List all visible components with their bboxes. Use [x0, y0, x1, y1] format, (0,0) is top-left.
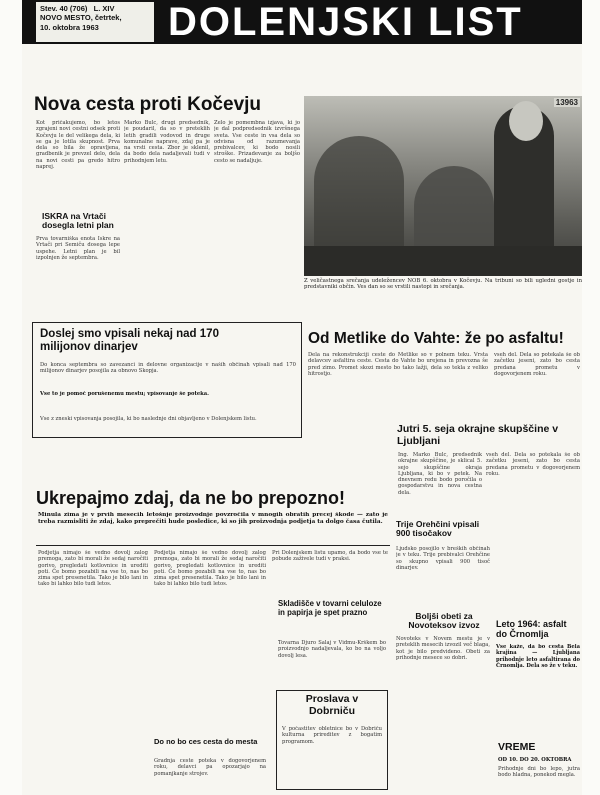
masthead: [22, 0, 582, 44]
main-headline: Nova cesta proti Kočevju: [34, 94, 262, 115]
warehouse-headline: Skladišče v tovarni celuloze in papirja je spet prazno: [278, 599, 382, 617]
photo-number: 13963: [555, 98, 578, 107]
divider: [36, 545, 390, 546]
news-photo: [304, 96, 582, 276]
photo-caption: Z veličastnega srečanja udeležencev NOB 6. oktobra v Kočevju. Na tribuni so bili ugledni gostje in predstavniki občin. Ves dan so se vrstili nastopi in srečanja.: [304, 278, 582, 291]
winter-body-col1: Podjetja nimajo še vedno dovolj zalog premoga, zato bi morali že sedaj naročiti gorivo, pregledati kotlovnice in urediti poti. Če bomo pozabili na vse to, nas bo zima spet presenetila. Tako je bilo lani in tako bi lahko bilo tudi letos.: [38, 550, 148, 588]
metlike-body-col3: vseh del. Dela so potekala še ob začetku jeseni, zato bo cesta predana prometu v dogovorjenem roku.: [494, 352, 580, 377]
city-day: NOVO MESTO, četrtek,: [40, 13, 122, 23]
issue-info: [36, 2, 154, 42]
weather-headline: VREME: [498, 741, 536, 753]
weather-body: Prihodnje dni bo lepo, jutra bodo hladna, ponekod megla.: [498, 766, 580, 779]
metlike-headline: Od Metlike do Vahte: že po asfaltu!: [308, 330, 564, 347]
winter-body-col3: Pri Dolenjskem listu upamo, da bodo vse te pobude zaživele tudi v praksi.: [272, 550, 388, 563]
main-article-body: Kot pričakujemo, bo letos zgrajeni novi cestni odsek proti Kočevju le del velikega dela, ki se ga je lotila skupnost. Prva dela so bila že opravljena, gradbenik je prevzel delo, dela na novi cesti pa gredo hitro naprej.: [36, 120, 120, 171]
session-body: Ing. Marko Bulc, predsednik okrajne skupščine, je sklical 5. sejo skupščine okraja Ljubljana, ki bo v petek. Na dnevnem redu bodo poročila o gospodarstvu in nova cestna dela.: [398, 452, 482, 496]
session-headline: Jutri 5. seja okrajne skupščine v Ljubljani: [397, 423, 559, 447]
session-body-col2: vseh del. Dela so potekala še ob začetku jeseni, zato bo cesta predana prometu v dogovorjenem roku.: [486, 452, 580, 477]
issue-number: Stev. 40 (706): [40, 4, 88, 13]
novoteks-headline: Boljši obeti za Novoteksov izvoz: [408, 611, 480, 631]
winter-lead: Minula zima je v prvih mesecih letošnje proizvodnje povzročila v mnogih obratih precej škode — zato je treba razmisliti že zdaj, kako preprečiti hude posledice, ki so jih proizvodnja podjetja ta dolgo časa čutila.: [38, 512, 388, 525]
loan-headline: Doslej smo vpisali nekaj nad 170 milijonov dinarjev: [40, 328, 219, 353]
novoteks-body: Novoteks v Novem mestu je v preteklih mesecih izvozil več blaga, kot je bilo predvideno. Obeti za prihodnje mesece so dobri.: [396, 636, 490, 661]
iskra-headline: ISKRA na Vrtači dosegla letni plan: [42, 211, 114, 231]
celebration-body: V počastitev obletnice bo v Dobriču kulturna prireditev z bogatim programom.: [282, 726, 382, 745]
issue-date: 10. oktobra 1963: [40, 22, 99, 32]
asphalt-headline: Leto 1964: asfalt do Črnomlja: [496, 619, 567, 639]
iskra-body: Prva tovarniška enota Iskre na Vrtači pri Semiču dosega lepe uspehe. Letni plan je bil izpolnjen že septembra.: [36, 236, 120, 261]
weather-date: OD 10. DO 20. OKTOBRA: [498, 757, 572, 763]
winter-headline: Ukrepajmo zdaj, da ne bo prepozno!: [36, 488, 346, 508]
orehcina-headline: Trije Orehčini vpisali 900 tisočakov: [396, 519, 480, 539]
loan-footer: Vse z zneski vpisovanja posojila, ki bo naslednje dni objavljeno v Dolenjskem listu.: [40, 416, 257, 422]
loan-body: Do konca septembra so zavezanci in delovne organizacije v naših občinah vpisali nad 170 milijonov dinarjev posojila za obnovo Skopja.: [40, 362, 296, 375]
small-body: Gradnja ceste poteka v dogovorjenem roku, delavci pa opozarjajo na pomanjkanje strojev.: [154, 758, 266, 777]
orehcina-body: Ljudsko posojilo v breških občinah je v teku. Trije prebivalci Orehčine so skupno vpisali 900 tisoč dinarjev.: [396, 546, 490, 571]
main-article-body-col3: Zelo je pomembna izjava, ki jo je dal podpredsednik izvršnega sveta. Vse ceste in vsa dela so odvisna od razumevanja prebivalcev, ki bodo nosili stroške. Prizadevanje za boljšo cesto se nadaljuje.: [214, 120, 300, 164]
metlike-body: Dela na rekonstrukciji ceste do Metlike so v polnem teku. Vrsta delavcev asfaltira ceste. Cesta do Vahte bo urejena in prevozna še pred zimo. Promet skozi mesto bo tako lažji, dela so tekla z veliko hitrostjo.: [308, 352, 488, 377]
small-headline: Do no bo ces cesta do mesta: [154, 737, 258, 746]
winter-body-col2: Podjetja nimajo še vedno dovolj zalog premoga, zato bi morali že sedaj naročiti gorivo, pregledati kotlovnice in urediti poti. Če bomo pozabili na vse to, nas bo zima spet presenetila. Tako je bilo lani in tako bi lahko bilo tudi letos.: [154, 550, 266, 588]
asphalt-body: Vse kaže, da bo cesta Bela krajina — Ljubljana prihodnje leto asfaltirana do Črnomlja. Dela so že v teku.: [496, 644, 580, 669]
warehouse-body: Tovarna Djuro Salaj v Vidmu-Krškem bo proizvodnjo nadaljevala, ko bo na voljo dovolj lesa.: [278, 640, 386, 659]
main-article-body-col2: Marko Bulc, drugi predsednik, je poudaril, da so v preteklih letih gradili vodovod in druge komunalne naprave, zdaj pa je na vrsti cesta. Zbor je sklenil, da bodo dela nadaljevali tudi v prihodnjem letu.: [124, 120, 210, 164]
newspaper-page: [22, 0, 582, 795]
loan-figures: Vse to je pomoč porušenemu mestu; vpisovanje še poteka.: [40, 391, 209, 397]
newspaper-title: DOLENJSKI LIST: [168, 0, 523, 44]
volume: L. XIV: [93, 4, 115, 13]
celebration-headline: Proslava v Dobrniču: [305, 693, 359, 717]
